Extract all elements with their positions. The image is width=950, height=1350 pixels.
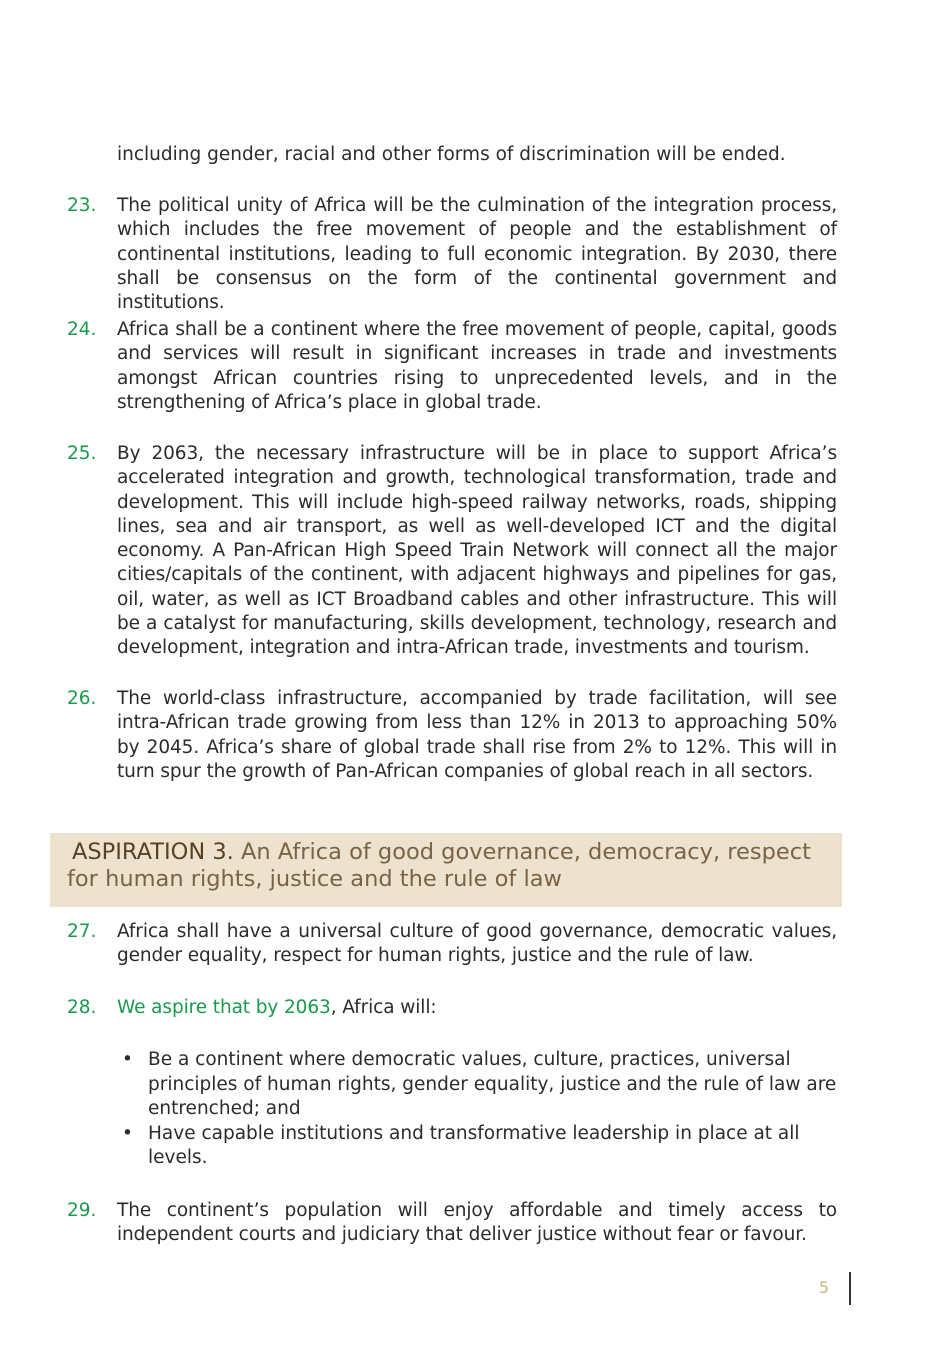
paragraph-text: By 2063, the necessary infrastructure will be in place to support Africa’s accelerated integration and growth, technological transformation, trade and development. This will include high-speed railway networks, roads, shipping lines, sea and air transport, as well as well-developed ICT and the digital economy. A Pan-African High Speed Train Network will connect all the major cities/capitals of the continent, with adjacent highways and pipelines for gas, oil, water, as well as ICT Broadband cables and other infrastructure. This will be a catalyst for manufacturing, skills development, technology, research and development, integration and intra-African trade, investments and tourism. — [117, 443, 837, 659]
bullet-icon: • — [122, 1049, 133, 1070]
paragraph-text — [117, 996, 837, 1020]
paragraph-number: 29. — [67, 1200, 97, 1221]
paragraph-number: 23. — [67, 195, 97, 216]
continuation-text: including gender, racial and other forms of discrimination will be ended. — [117, 144, 786, 165]
page-number: 5 — [818, 1278, 830, 1297]
bullet-text: Have capable institutions and transformative leadership in place at all levels. — [148, 1122, 800, 1168]
list-item — [117, 1122, 837, 1171]
paragraph-number: 24. — [67, 319, 97, 340]
paragraph-number: 26. — [67, 688, 97, 709]
aspiration-heading — [67, 839, 842, 893]
page-divider — [849, 1272, 851, 1305]
paragraph-text: Africa shall be a continent where the free movement of people, capital, goods and services will result in significant increases in trade and investments amongst African countries rising to unprecedented levels, and in the strengthening of Africa’s place in global trade. — [117, 319, 837, 413]
aspiration-title: An Africa of good governance, democracy, respect for human rights, justice and the rule of law — [67, 839, 811, 892]
paragraph-number: 27. — [67, 921, 97, 942]
bullet-text: Be a continent where democratic values, culture, practices, universal principles of human rights, gender equality, justice and the rule of law are entrenched; and — [148, 1049, 837, 1119]
aspire-text: , Africa will: — [330, 997, 437, 1018]
bullet-icon: • — [122, 1122, 133, 1144]
aspiration-label: ASPIRATION 3. — [72, 839, 234, 865]
paragraph-text: The world-class infrastructure, accompanied by trade facilitation, will see intra-African trade growing from less than 12% in 2013 to approaching 50% by 2045. Africa’s share of global trade shall rise from 2% to 12%. This will in turn spur the growth of Pan-African companies of global reach in all sectors. — [117, 688, 837, 782]
paragraph-text: The continent’s population will enjoy affordable and timely access to independent courts and judiciary that deliver justice without fear or favour. — [117, 1200, 837, 1246]
list-item — [117, 1048, 837, 1122]
aspire-highlight: We aspire that by 2063 — [117, 997, 331, 1018]
bullet-list — [117, 1048, 837, 1171]
paragraph-number: 28. — [67, 997, 97, 1018]
paragraph-text: The political unity of Africa will be the culmination of the integration process, which includes the free movement of people and the establishment of continental institutions, leading to full economic integration. By 2030, there shall be consensus on the form of the continental government and institutions. — [117, 195, 837, 314]
paragraph-text: Africa shall have a universal culture of good governance, democratic values, gender equality, respect for human rights, justice and the rule of law. — [117, 921, 837, 967]
paragraph-number: 25. — [67, 443, 97, 464]
